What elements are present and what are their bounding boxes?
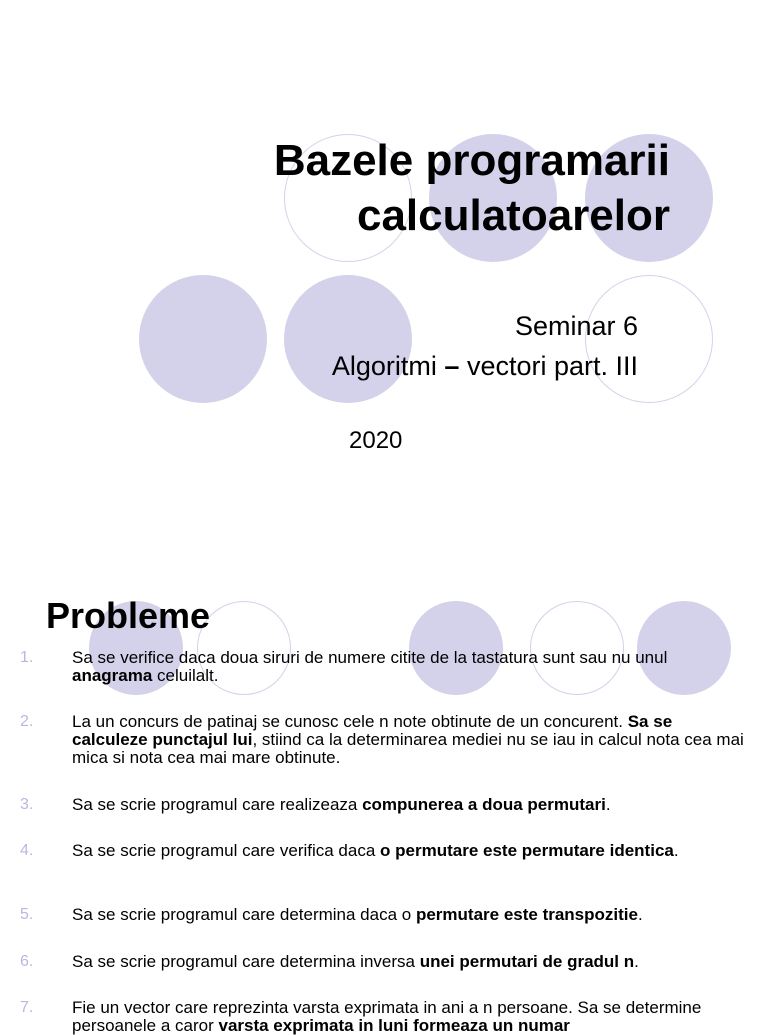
slide-subtitle (332, 306, 638, 386)
problem-text-run: Sa se scrie programul care realizeaza (72, 795, 363, 814)
problem-text-run: Sa se scrie programul care determina daca o (72, 905, 416, 924)
problem-text-run: , stiind ca la determinarea mediei nu se iau in calcul nota cea mai mica si nota cea mai mare obtinute. (72, 730, 744, 767)
problem-text-run: Fie un vector care reprezinta varsta exprimata in ani a n persoane. Sa se determine persoanele a caror (72, 998, 702, 1035)
problem-number: 5. (20, 906, 34, 923)
problem-text-bold: anagrama (72, 666, 153, 685)
problem-text-run: . (634, 952, 639, 971)
problem-number: 7. (20, 999, 34, 1016)
problem-text-bold: unei permutari de gradul n (419, 952, 635, 971)
year-label: 2020 (349, 427, 403, 454)
slide-heading: Probleme (46, 595, 211, 636)
problem-text (72, 999, 752, 1035)
problem-text-bold: Sa se calculeze punctajul lui (72, 712, 673, 749)
decor-circle-filled (139, 275, 267, 403)
problem-text-run: Sa se scrie programul care determina inversa (72, 952, 420, 971)
problem-text (72, 713, 752, 767)
subtitle-text: Algoritmi (331, 351, 445, 381)
problem-text-run: . (637, 905, 643, 924)
problem-text (72, 906, 752, 924)
problem-text (72, 842, 752, 860)
title-line: calculatoarelor (356, 191, 670, 240)
problem-number: 4. (20, 842, 34, 859)
problem-text-bold: o permutare este permutare identica (380, 841, 674, 860)
problem-text (72, 953, 752, 971)
problem-number: 1. (20, 649, 34, 666)
problem-text-run: . (605, 795, 611, 814)
problem-text-bold: compunerea a doua permutari (362, 795, 606, 814)
problem-text (72, 796, 752, 814)
problem-number: 2. (20, 713, 34, 730)
subtitle-text: vectori part. III (459, 351, 638, 381)
title-line: Bazele programarii (273, 136, 670, 185)
problem-text-run: Sa se scrie programul care verifica daca (72, 841, 381, 860)
subtitle-line: Seminar 6 (514, 311, 638, 341)
problem-number: 6. (20, 953, 34, 970)
problem-text-run: La un concurs de patinaj se cunosc cele n note obtinute de un concurent. (72, 712, 628, 731)
problem-text (72, 649, 752, 685)
problem-text-run: . (673, 841, 679, 860)
problem-text-bold: permutare este transpozitie (415, 905, 638, 924)
problem-text-run: Sa se verifice daca doua siruri de numere citite de la tastatura sunt sau nu unul (72, 648, 668, 667)
subtitle-dash: – (444, 351, 460, 381)
problem-text-run: celuilalt. (152, 666, 219, 685)
problem-number: 3. (20, 796, 34, 813)
problems-slide (0, 576, 768, 1035)
problem-text-bold: varsta exprimata in luni formeaza un numar (218, 1016, 570, 1035)
subtitle-line (332, 346, 638, 386)
slide-title (274, 133, 670, 243)
